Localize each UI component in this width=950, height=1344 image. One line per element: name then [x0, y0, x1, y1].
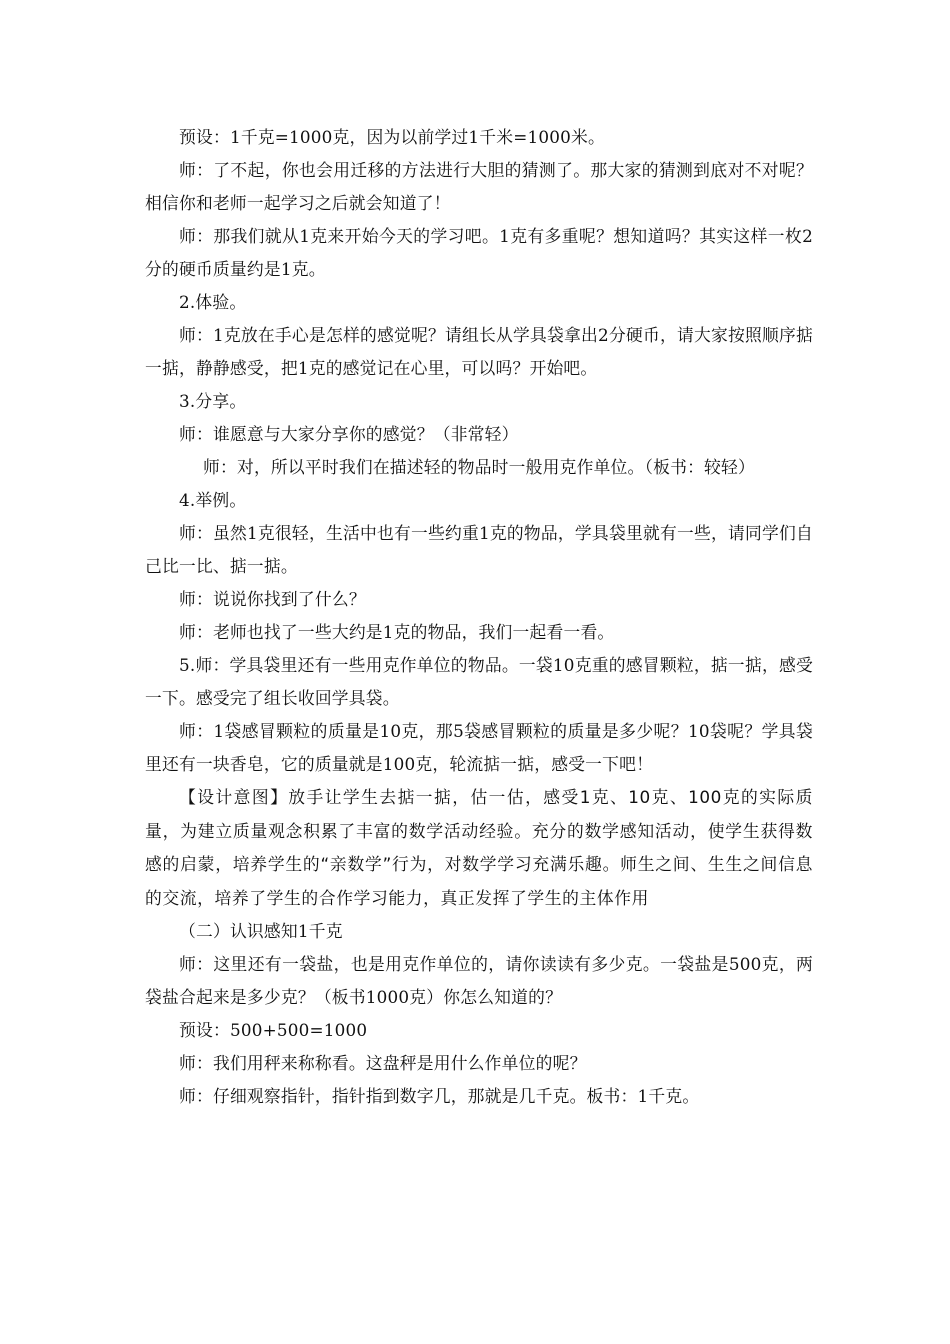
- paragraph-teacher-pointer: 师：仔细观察指针，指针指到数字几，那就是几千克。板书：1千克。: [179, 1086, 700, 1106]
- section-heading-example: 4.举例。: [179, 490, 247, 510]
- document-page: [145, 121, 813, 1113]
- paragraph-teacher-compare: 师：虽然1克很轻，生活中也有一些约重1克的物品，学具袋里就有一些，请同学们自己比一比、掂一掂。: [145, 523, 813, 576]
- paragraph-teacher-feel: 师：1克放在手心是怎样的感觉呢？请组长从学具袋拿出2分硬币，请大家按照顺序掂一掂，静静感受，把1克的感觉记在心里，可以吗？开始吧。: [145, 325, 813, 378]
- section-heading-experience: 2.体验。: [179, 292, 247, 312]
- paragraph-teacher-soap: 师：1袋感冒颗粒的质量是10克，那5袋感冒颗粒的质量是多少呢？10袋呢？学具袋里还有一块香皂，它的质量就是100克，轮流掂一掂，感受一下吧！: [145, 721, 813, 774]
- paragraph-teacher-found: 师：说说你找到了什么？: [179, 589, 366, 609]
- section-heading-1kg: （二）认识感知1千克: [179, 921, 343, 941]
- section-heading-share: 3.分享。: [179, 391, 247, 411]
- paragraph-teacher-1g-coin: 师：那我们就从1克来开始今天的学习吧。1克有多重呢？想知道吗？其实这样一枚2分的硬币质量约是1克。: [145, 226, 813, 279]
- paragraph-preset-500: 预设：500+500=1000: [179, 1020, 368, 1040]
- paragraph-teacher-look: 师：老师也找了一些大约是1克的物品，我们一起看一看。: [179, 622, 615, 642]
- paragraph-preset-1: 预设：1千克=1000克，因为以前学过1千米=1000米。: [179, 127, 605, 147]
- paragraph-teacher-share: 师：谁愿意与大家分享你的感觉？（非常轻）: [179, 424, 519, 444]
- paragraph-design-intent: 【设计意图】放手让学生去掂一掂，估一估，感受1克、10克、100克的实际质量，为建立质量观念积累了丰富的数学活动经验。充分的数学感知活动，使学生获得数感的启蒙，培养学生的“亲数学”行为，对数学学习充满乐趣。师生之间、生生之间信息的交流，培养了学生的合作学习能力，真正发挥了学生的主体作用: [145, 787, 813, 908]
- paragraph-cold-granules: 5.师：学具袋里还有一些用克作单位的物品。一袋10克重的感冒颗粒，掂一掂，感受一下。感受完了组长收回学具袋。: [145, 655, 813, 708]
- paragraph-teacher-scale: 师：我们用秤来称称看。这盘秤是用什么作单位的呢？: [179, 1053, 587, 1073]
- paragraph-teacher-light-items: 师：对，所以平时我们在描述轻的物品时一般用克作单位。（板书：较轻）: [203, 457, 755, 477]
- paragraph-teacher-salt: 师：这里还有一袋盐，也是用克作单位的，请你读读有多少克。一袋盐是500克，两袋盐合起来是多少克？（板书1000克）你怎么知道的？: [145, 954, 813, 1007]
- paragraph-teacher-guess: 师：了不起，你也会用迁移的方法进行大胆的猜测了。那大家的猜测到底对不对呢？相信你和老师一起学习之后就会知道了！: [145, 160, 813, 213]
